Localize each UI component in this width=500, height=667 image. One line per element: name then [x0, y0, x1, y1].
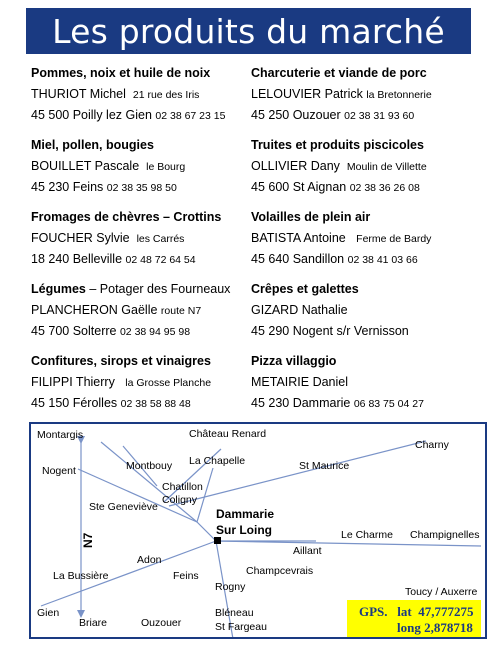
producer-phone: 02 38 35 98 50 [106, 182, 177, 194]
place-label-sur-loing: Sur Loing [216, 523, 272, 537]
road-label-n7: N7 [81, 532, 95, 548]
product-category: Truites et produits piscicoles [251, 138, 424, 152]
producer-name-line [251, 372, 476, 393]
producer-postal: 45 230 Feins [31, 180, 104, 194]
producer-postal: 18 240 Belleville [31, 252, 123, 266]
road-coligny-bleneau [197, 522, 216, 541]
producer-place: le Bourg [146, 161, 186, 173]
place-label: Ste Geneviève [89, 501, 158, 513]
place-label: Le Charme [341, 529, 393, 541]
place-label: Bléneau [215, 607, 254, 619]
producer-postal: 45 640 Sandillon [251, 252, 345, 266]
producer-address-line [31, 321, 256, 342]
producer-name: THURIOT Michel [31, 87, 126, 101]
producer-entry [31, 208, 256, 280]
producer-address-line [31, 177, 256, 198]
producer-phone: 02 38 31 93 60 [344, 110, 415, 122]
producer-address-line [251, 321, 476, 342]
producer-place: Moulin de Villette [346, 161, 427, 173]
producer-entry [31, 280, 256, 352]
producer-postal: 45 230 Dammarie [251, 396, 351, 410]
producer-name: OLLIVIER Dany [251, 159, 340, 173]
place-label: Château Renard [189, 428, 267, 440]
access-map [29, 422, 487, 639]
producer-name: FILIPPI Thierry [31, 375, 115, 389]
product-category: Confitures, sirops et vinaigres [31, 354, 211, 368]
producer-address-line [251, 249, 476, 270]
place-label: Champcevrais [246, 565, 314, 577]
producer-entry [31, 352, 256, 424]
road-dammarie-champignelles [216, 541, 481, 546]
dammarie-marker [214, 537, 221, 544]
gps-coordinates-box [347, 600, 481, 637]
producer-place: la Grosse Planche [125, 377, 212, 389]
producer-name-line [251, 84, 476, 105]
producer-place: route N7 [160, 305, 202, 317]
title-banner [26, 8, 471, 54]
producer-postal: 45 290 Nogent s/r Vernisson [251, 324, 409, 338]
producer-postal: 45 600 St Aignan [251, 180, 347, 194]
producer-postal: 45 500 Poilly lez Gien [31, 108, 152, 122]
producer-phone: 02 38 36 26 08 [349, 182, 420, 194]
place-label-dammarie: Dammarie [216, 507, 275, 521]
place-label: Toucy / Auxerre [405, 586, 478, 598]
producer-address-line [251, 105, 476, 126]
producer-address-line [31, 249, 256, 270]
producer-name: FOUCHER Sylvie [31, 231, 130, 245]
producer-phone: 06 83 75 04 27 [353, 398, 424, 410]
place-label: St Maurice [299, 460, 350, 472]
place-label: Aillant [293, 545, 322, 557]
gps-lat-value: 47,777275 [418, 604, 474, 619]
producer-name-line [251, 228, 476, 249]
producer-entry [251, 208, 476, 280]
place-label: Montargis [37, 429, 84, 441]
producer-name: GIZARD Nathalie [251, 303, 348, 317]
place-label: Ouzouer [141, 617, 182, 629]
producer-place: 21 rue des Iris [132, 89, 200, 101]
producer-address-line [251, 393, 476, 414]
page-title: Les produits du marché [52, 11, 445, 51]
producer-entry [251, 352, 476, 424]
producer-entry [251, 136, 476, 208]
producer-name-line [31, 156, 256, 177]
producer-address-line [251, 177, 476, 198]
producer-name-line [31, 84, 256, 105]
place-label: Gien [37, 607, 60, 619]
producer-place: les Carrés [136, 233, 185, 245]
producer-phone: 02 38 58 88 48 [120, 398, 191, 410]
producer-name: LELOUVIER Patrick [251, 87, 363, 101]
producer-phone: 02 38 67 23 15 [155, 110, 226, 122]
producer-name-line [251, 300, 476, 321]
road-saint-maurice [169, 441, 426, 506]
producer-postal: 45 700 Solterre [31, 324, 117, 338]
product-category: Crêpes et galettes [251, 282, 359, 296]
producer-name-line [251, 156, 476, 177]
producer-entry [251, 280, 476, 352]
gps-lat-label: lat [397, 604, 412, 619]
producer-entry [31, 64, 256, 136]
producer-phone: 02 38 41 03 66 [347, 254, 418, 266]
place-label: Adon [137, 554, 162, 566]
producer-address-line [31, 393, 256, 414]
producer-name: BATISTA Antoine [251, 231, 346, 245]
product-category: Fromages de chèvres – Crottins [31, 210, 222, 224]
producer-entry [31, 136, 256, 208]
product-category: Charcuterie et viande de porc [251, 66, 427, 80]
producer-postal: 45 250 Ouzouer [251, 108, 341, 122]
place-label: Coligny [162, 494, 198, 506]
place-label: La Bussière [53, 570, 109, 582]
producer-name-line [31, 228, 256, 249]
product-category: Pommes, noix et huile de noix [31, 66, 211, 80]
producer-entry [251, 64, 476, 136]
product-category: Légumes – Potager des Fourneaux [31, 282, 231, 296]
product-category: Volailles de plein air [251, 210, 371, 224]
place-label: St Fargeau [215, 621, 267, 633]
producer-place: Ferme de Bardy [356, 233, 432, 245]
place-label: Champignelles [410, 529, 480, 541]
gps-long-value: 2,878718 [424, 620, 473, 635]
gps-long-label: long [397, 620, 421, 635]
product-category: Miel, pollen, bougies [31, 138, 154, 152]
producer-name-line [31, 372, 256, 393]
producer-name: PLANCHERON Gaëlle [31, 303, 158, 317]
place-label: Montbouy [126, 460, 173, 472]
producer-name-line [31, 300, 256, 321]
place-label: Charny [415, 439, 449, 451]
place-label: Feins [173, 570, 199, 582]
place-label: Chatillon [162, 481, 203, 493]
producer-postal: 45 150 Férolles [31, 396, 118, 410]
producers-right-column [251, 64, 476, 424]
producer-name: METAIRIE Daniel [251, 375, 349, 389]
producers-left-column [31, 64, 256, 424]
place-label: Rogny [215, 581, 246, 593]
place-label: Nogent [42, 465, 76, 477]
producer-place: la Bretonnerie [366, 89, 432, 101]
gps-label: GPS. [359, 604, 388, 619]
place-label: Briare [79, 617, 108, 629]
producer-phone: 02 38 94 95 98 [119, 326, 191, 338]
producer-phone: 02 48 72 64 54 [125, 254, 196, 266]
place-label: La Chapelle [189, 455, 246, 467]
producer-address-line [31, 105, 256, 126]
product-category: Pizza villaggio [251, 354, 337, 368]
producer-name: BOUILLET Pascale [31, 159, 140, 173]
